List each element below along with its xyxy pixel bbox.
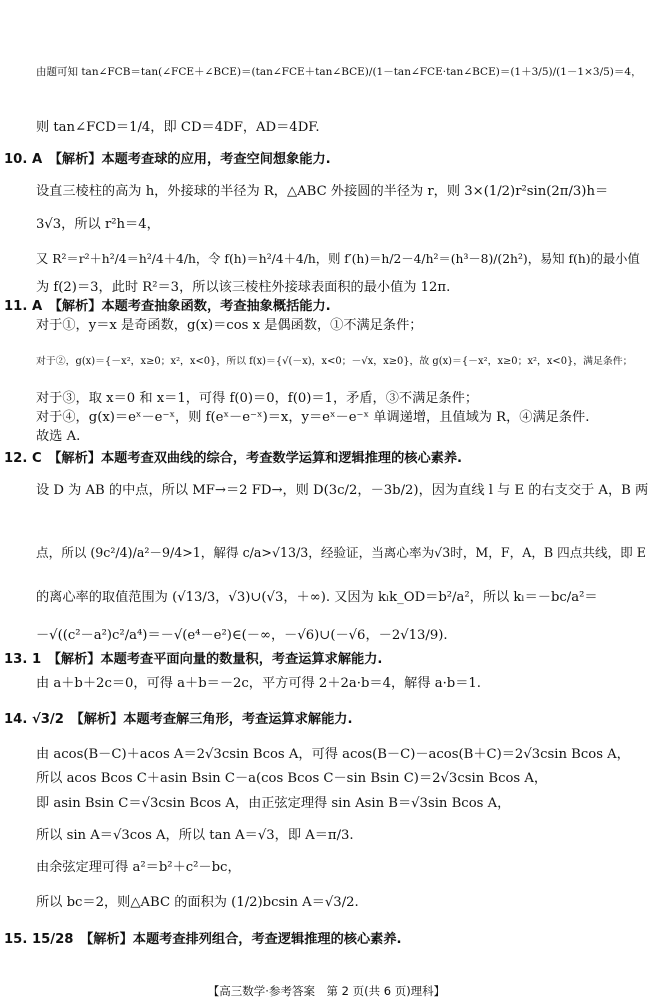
page-footer: 【高三数学·参考答案 第 2 页(共 6 页)理科】 (207, 984, 446, 998)
text-line: 3√3，所以 r²h＝4， (36, 217, 160, 232)
text-line: －√((c²－a²)c²/a⁴)＝－√(e⁴－e²)∈(－∞，－√6)∪(－√6，－2√13/9). (36, 628, 448, 643)
text-line: 所以 acos Bcos C＋asin Bsin C－a(cos Bcos C－sin Bsin C)＝2√3csin Bcos A， (36, 771, 548, 786)
problem-14-heading: 14. √3/2 【解析】本题考查解三角形，考查运算求解能力. (4, 712, 353, 727)
text-line: 由 a＋b＋2c＝0，可得 a＋b＝－2c，平方可得 2＋2a·b＝4，解得 a·b＝1. (36, 676, 481, 691)
text-line: 对于④，g(x)＝eˣ－e⁻ˣ，则 f(eˣ－e⁻ˣ)＝x，y＝eˣ－e⁻ˣ 单调递增，且值域为 R，④满足条件. (36, 410, 590, 425)
problem-13-heading: 13. 1 【解析】本题考查平面向量的数量积，考查运算求解能力. (4, 652, 383, 667)
text-line: 由余弦定理可得 a²＝b²＋c²－bc， (36, 860, 241, 875)
text-line: 设直三棱柱的高为 h，外接球的半径为 R，△ABC 外接圆的半径为 r，则 3×(1/2)r²sin(2π/3)h＝ (36, 184, 609, 199)
text-line: 由 acos(B－C)＋acos A＝2√3csin Bcos A，可得 acos(B－C)－acos(B＋C)＝2√3csin Bcos A， (36, 747, 630, 762)
text-line: 对于③，取 x＝0 和 x＝1，可得 f(0)＝0，f(0)＝1，矛盾，③不满足条件； (36, 391, 479, 406)
text-line: 对于②，g(x)＝{－x²，x≥0；x²，x<0}，所以 f(x)＝{√(－x)，x<0；－√x，x≥0}，故 g(x)＝{－x²，x≥0；x²，x<0}，满足条件； (36, 356, 633, 367)
problem-15-heading: 15. 15/28 【解析】本题考查排列组合，考查逻辑推理的核心素养. (4, 932, 402, 947)
text-line: 所以 sin A＝√3cos A，所以 tan A＝√3，即 A＝π/3. (36, 828, 354, 843)
text-line: 的离心率的取值范围为 (√13/3，√3)∪(√3，＋∞). 又因为 kₗk_OD＝b²/a²，所以 kₗ＝－bc/a²＝ (36, 590, 598, 605)
text-line: 点，所以 (9c²/4)/a²－9/4>1，解得 c/a>√13/3，经验证，当离心率为√3时，M，F，A，B 四点共线，即 E (36, 545, 646, 560)
problem-12-heading: 12. C 【解析】本题考查双曲线的综合，考查数学运算和逻辑推理的核心素养. (4, 451, 463, 466)
text-line: 故选 A. (36, 429, 81, 444)
problem-10-heading: 10. A 【解析】本题考查球的应用，考查空间想象能力. (4, 152, 331, 167)
text-line: 又 R²＝r²＋h²/4＝h²/4＋4/h，令 f(h)＝h²/4＋4/h，则 f′(h)＝h/2－4/h²＝(h³－8)/(2h²)，易知 f(h)的最小值 (36, 252, 640, 266)
problem-11-heading: 11. A 【解析】本题考查抽象函数，考查抽象概括能力. (4, 299, 331, 314)
text-line: 所以 bc＝2，则△ABC 的面积为 (1/2)bcsin A＝√3/2. (36, 895, 359, 910)
text-line: 即 asin Bsin C＝√3csin Bcos A，由正弦定理得 sin Asin B＝√3sin Bcos A， (36, 796, 511, 811)
text-line: 为 f(2)＝3，此时 R²＝3，所以该三棱柱外接球表面积的最小值为 12π. (36, 280, 451, 295)
text-line: 对于①，y＝x 是奇函数，g(x)＝cos x 是偶函数，①不满足条件； (36, 318, 423, 333)
text-line: 则 tan∠FCD＝1/4，即 CD＝4DF，AD＝4DF. (36, 120, 320, 135)
text-line: 由题可知 tan∠FCB＝tan(∠FCE＋∠BCE)＝(tan∠FCE＋tan∠BCE)/(1－tan∠FCE·tan∠BCE)＝(1＋3/5)/(1－1×3/5)＝4， (36, 66, 642, 78)
text-line: 设 D 为 AB 的中点，所以 MF→＝2 FD→，则 D(3c/2，－3b/2)，因为直线 l 与 E 的右支交于 A，B 两 (36, 483, 649, 498)
